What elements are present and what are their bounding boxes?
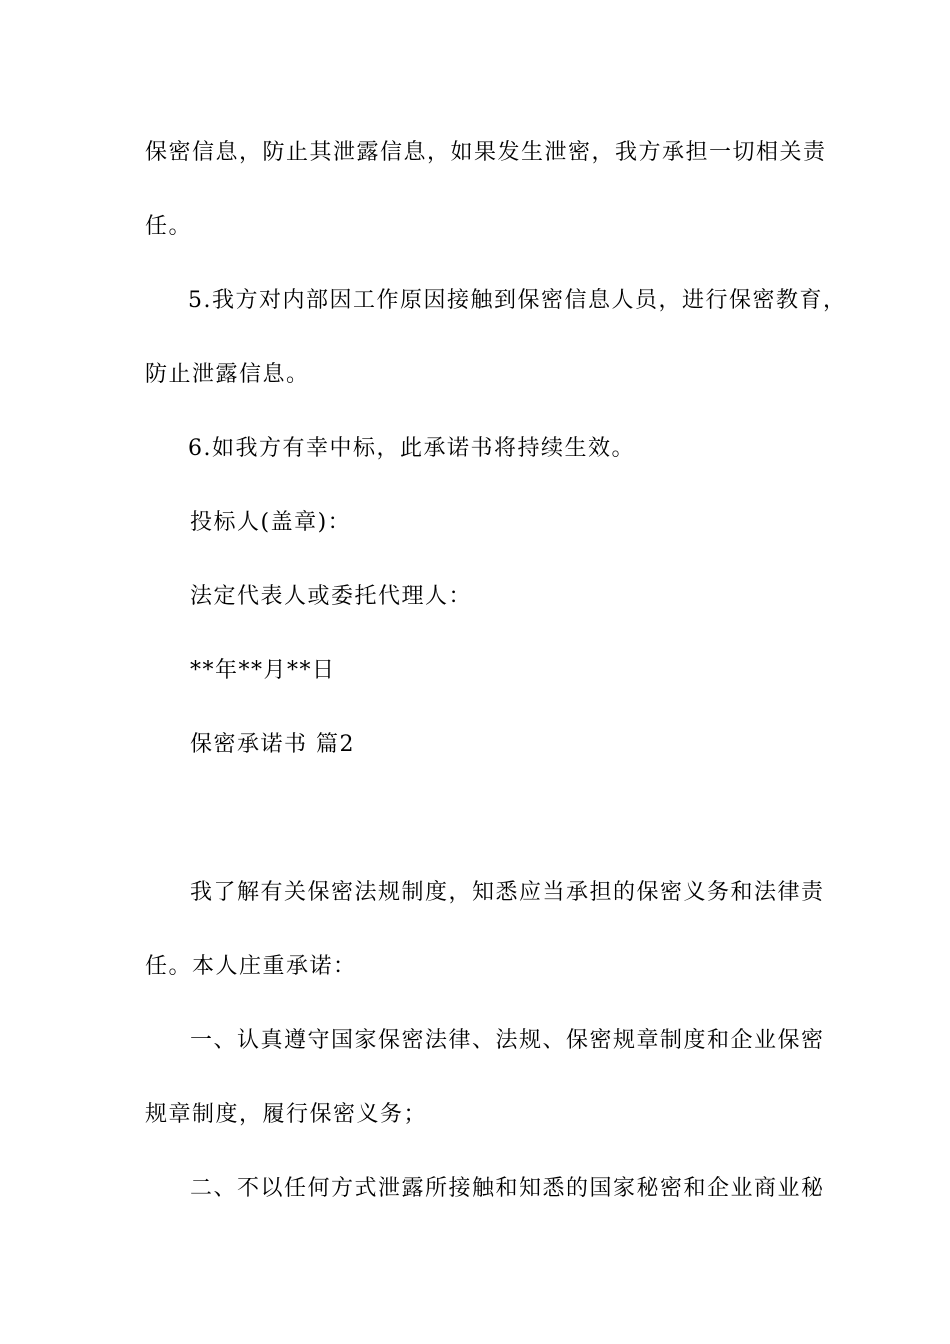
paragraph-line: 6.如我方有幸中标，此承诺书将持续生效。 — [188, 436, 635, 461]
paragraph-line: 任。本人庄重承诺： — [145, 954, 357, 979]
paragraph-line: 任。 — [145, 214, 193, 239]
paragraph-line: 二、不以任何方式泄露所接触和知悉的国家秘密和企业商业秘 — [190, 1176, 825, 1201]
paragraph-line: 我了解有关保密法规制度，知悉应当承担的保密义务和法律责 — [190, 880, 825, 905]
section-heading: 保密承诺书 篇2 — [190, 732, 355, 757]
paragraph-line: 一、认真遵守国家保密法律、法规、保密规章制度和企业保密 — [190, 1028, 825, 1053]
signature-label-bidder: 投标人(盖章)： — [190, 510, 352, 535]
date-line: **年**月**日 — [190, 658, 336, 683]
paragraph-line: 防止泄露信息。 — [145, 362, 310, 387]
paragraph-line: 保密信息，防止其泄露信息，如果发生泄密，我方承担一切相关责 — [145, 140, 827, 165]
paragraph-line: 5.我方对内部因工作原因接触到保密信息人员，进行保密教育， — [188, 288, 847, 313]
paragraph-line: 规章制度，履行保密义务； — [145, 1102, 428, 1127]
signature-label-representative: 法定代表人或委托代理人： — [190, 584, 473, 609]
